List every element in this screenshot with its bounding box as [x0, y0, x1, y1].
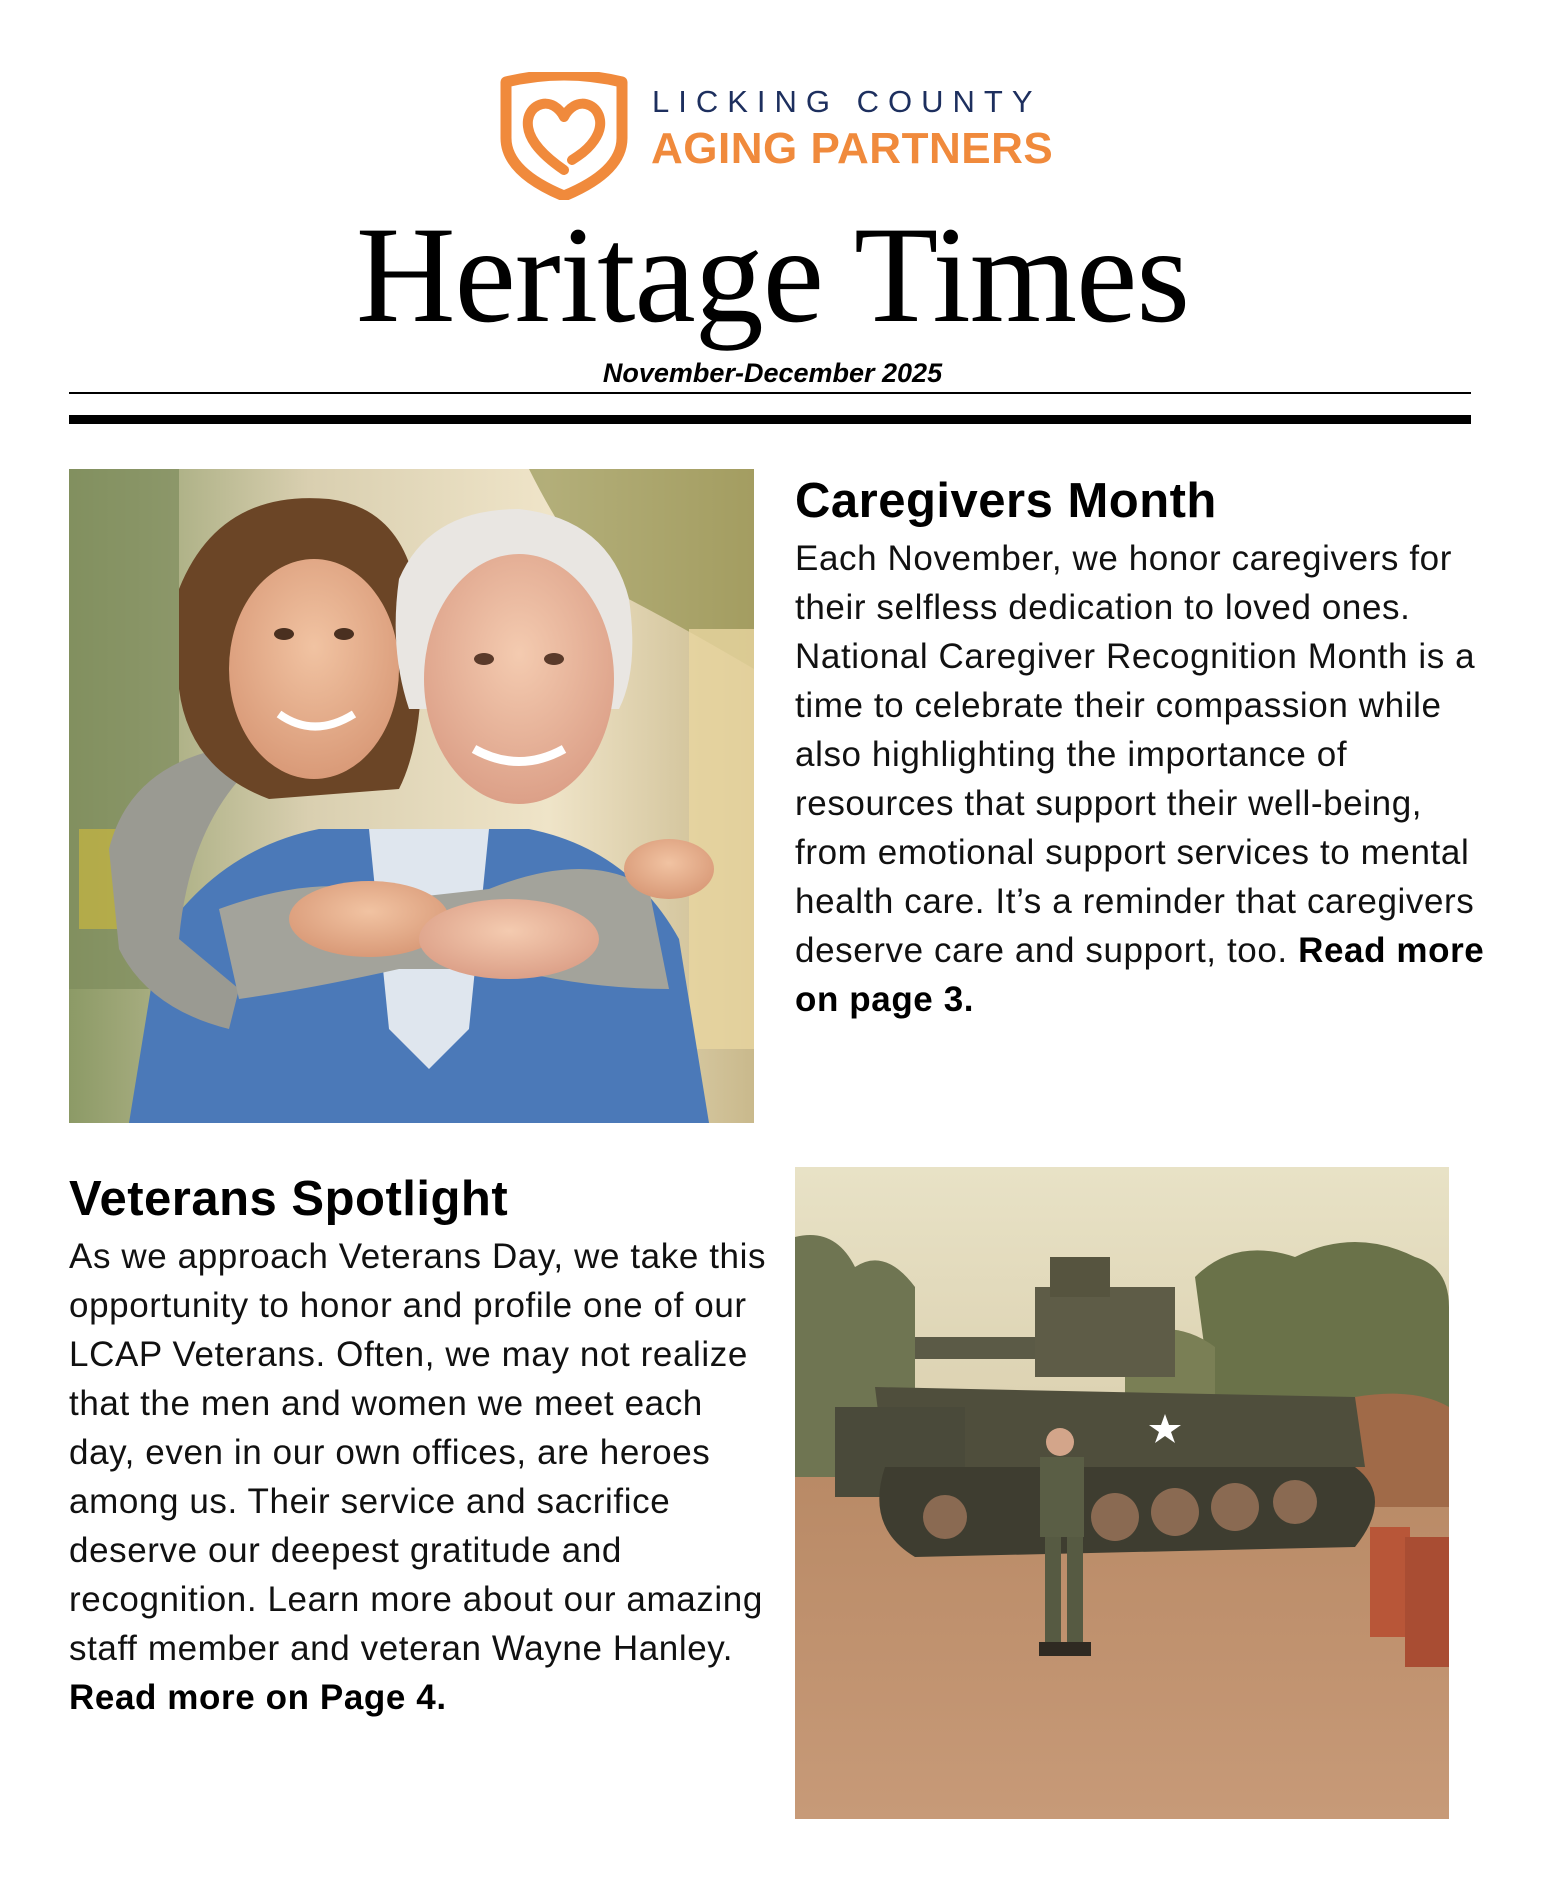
- caregivers-heading: Caregivers Month: [795, 474, 1217, 528]
- veterans-article: [69, 1170, 769, 1722]
- issue-date: November-December 2025: [602, 358, 943, 388]
- masthead-divider-thin: [69, 392, 1471, 394]
- veteran-tank-photo: [795, 1167, 1449, 1819]
- caregivers-article: [795, 472, 1495, 1024]
- veterans-body: [69, 1232, 769, 1722]
- veterans-read-more: Read more on Page 4.: [69, 1678, 447, 1717]
- veterans-heading: Veterans Spotlight: [69, 1172, 509, 1226]
- masthead-divider-thick: [69, 415, 1471, 424]
- heart-shield-icon: [498, 72, 630, 200]
- logo-county-text: LICKING COUNTY: [652, 84, 1042, 119]
- veterans-body-text: As we approach Veterans Day, we take this opportunity to honor and profile one of our LCAP Veterans. Often, we may not realize that the men and women we meet each day, even in our own offices, are heroes among us. Their service and sacrifice deserve our deepest gratitude and recognition. Learn more about our amazing staff member and veteran Wayne Hanley.: [69, 1237, 767, 1668]
- caregivers-body-text: Each November, we honor caregivers for their selfless dedication to loved ones. National Caregiver Recognition Month is a time to celebrate their compassion while also highlighting the importance of resources that support their well-being, from emotional support services to mental health care. It’s a reminder that caregivers deserve care and support, too.: [795, 539, 1476, 970]
- logo-org-text: AGING PARTNERS: [651, 124, 1054, 173]
- caregivers-body: [795, 534, 1495, 1024]
- caregivers-read-more: Read more on page 3.: [795, 931, 1485, 1019]
- caregivers-photo: [69, 469, 754, 1123]
- newsletter-title: Heritage Times: [355, 198, 1190, 351]
- logo: [498, 72, 1058, 200]
